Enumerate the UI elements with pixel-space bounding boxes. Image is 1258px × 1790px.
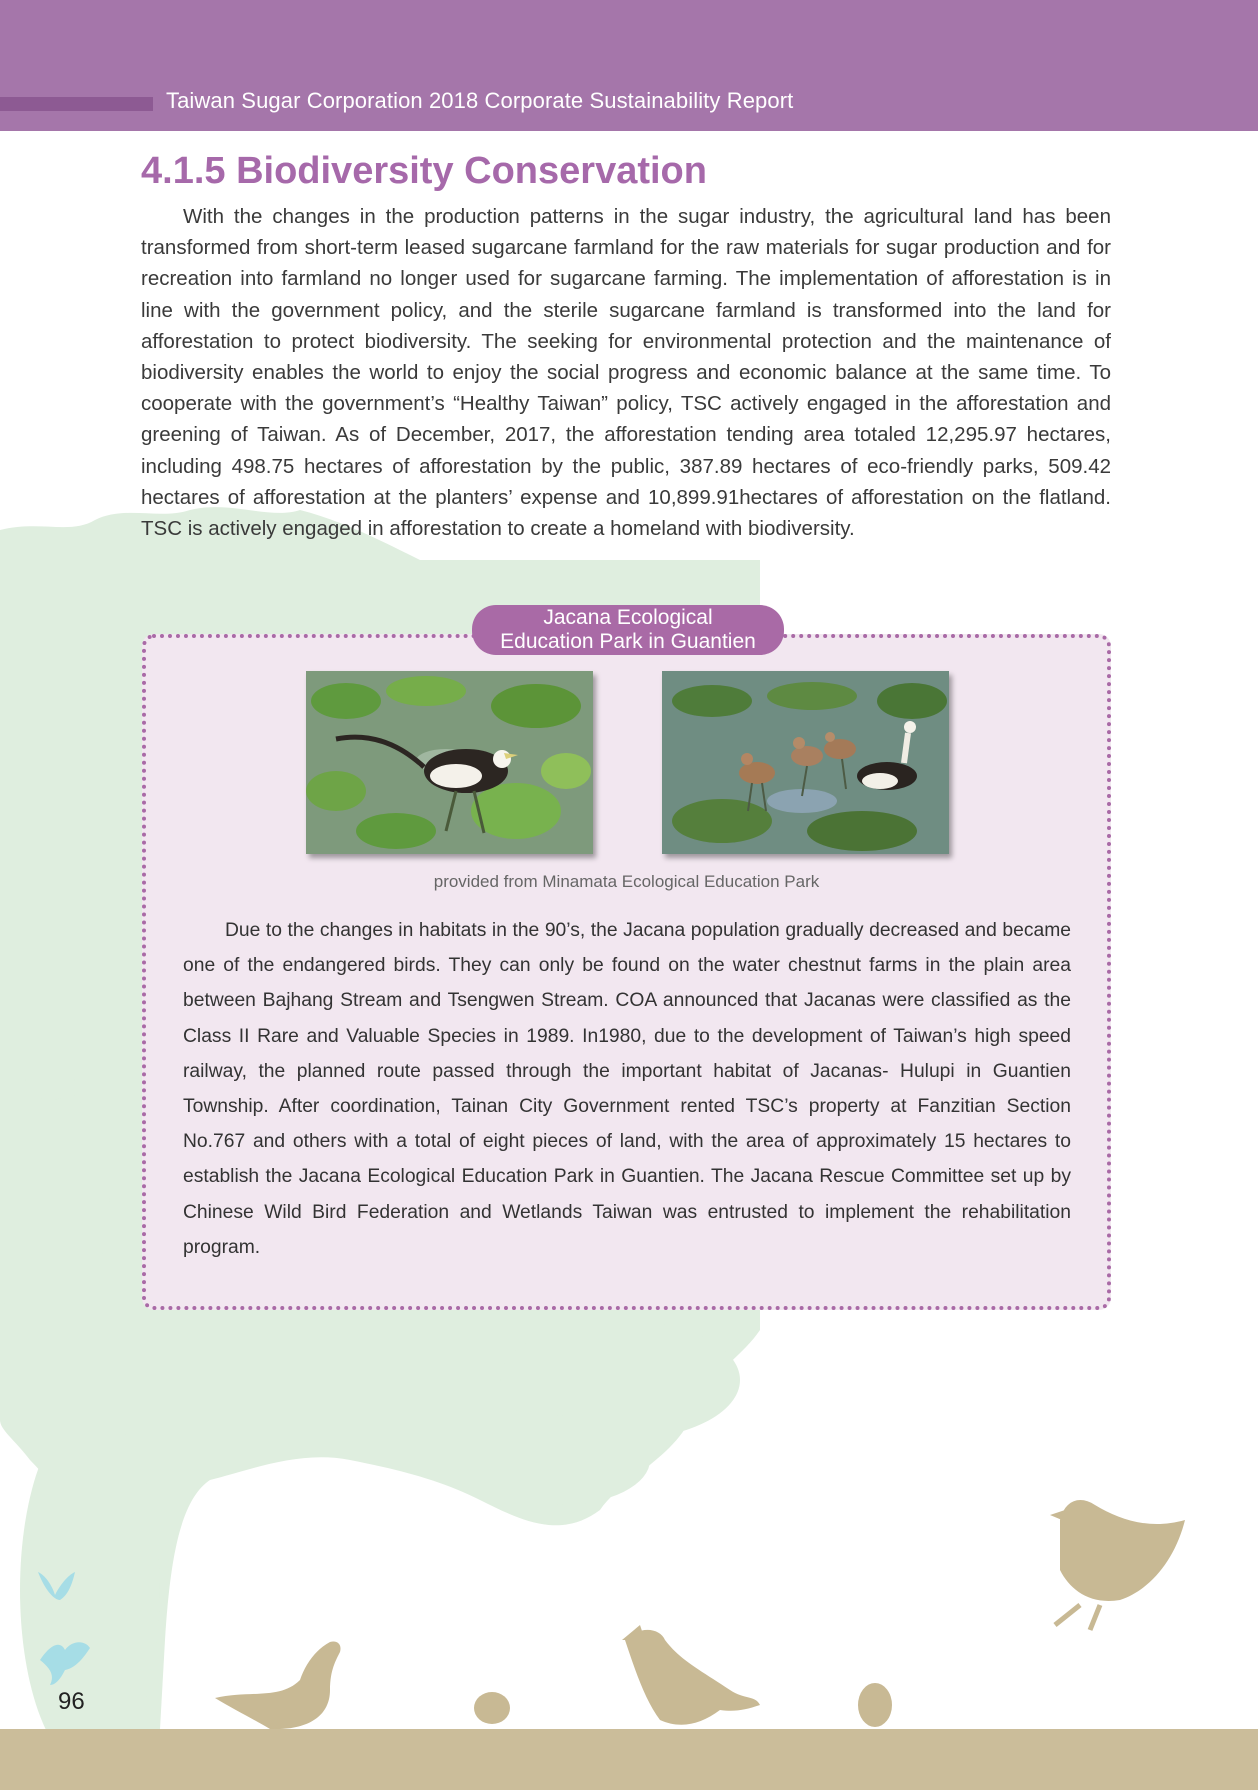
jacana-photo-1 (306, 671, 593, 854)
footer-bar (0, 1729, 1258, 1790)
section-title: 4.1.5 Biodiversity Conservation (141, 150, 707, 192)
callout-body: Due to the changes in habitats in the 90’s, the Jacana population gradually decreased and became one of the endangered birds. They can only be found on the water chestnut farms in the plain area between Bajhang Stream and Tsengwen Stream. COA announced that Jacanas were classified as the Class II Rare and Valuable Species in 1989. In1980, due to the development of Taiwan’s high speed railway, the planned route passed through the important habitat of Jacanas- Hulupi in Guantien Township. After coordination, Tainan City Government rented TSC’s property at Fanzitian Section No.767 and others with a total of eight pieces of land, with the area of approximately 15 hectares to establish the Jacana Ecological Education Park in Guantien. The Jacana Rescue Committee set up by Chinese Wild Bird Federation and Wetlands Taiwan was entrusted to implement the rehabilitation program. (183, 920, 1071, 1258)
header-accent-bar (0, 97, 153, 111)
callout-title-tab (472, 605, 784, 655)
intro-paragraph: With the changes in the production patterns in the sugar industry, the agricultural land has been transformed from short-term leased sugarcane farmland for the raw materials for sugar production and for recreation into farmland no longer used for sugarcane farming. The implementation of afforestation is in line with the government policy, and the sterile sugarcane farmland is transformed into the land for afforestation to protect biodiversity. The seeking for environmental protection and the maintenance of biodiversity enables the world to enjoy the social progress and economic balance at the same time. To cooperate with the government’s “Healthy Taiwan” policy, TSC actively engaged in the afforestation and greening of Taiwan. As of December, 2017, the afforestation tending area totaled 12,295.97 hectares, including 498.75 hectares of afforestation by the public, 387.89 hectares of eco-friendly parks, 509.42 hectares of afforestation at the planters’ expense and 10,899.91hectares of afforestation on the flatland. TSC is actively engaged in afforestation to create a homeland with biodiversity. (141, 205, 1111, 541)
callout-title-line1: Jacana Ecological (543, 606, 713, 629)
jacana-photo-2 (662, 671, 949, 854)
report-title: Taiwan Sugar Corporation 2018 Corporate Sustainability Report (166, 88, 794, 113)
bird-silhouettes (215, 1500, 1185, 1729)
page-number: 96 (58, 1688, 85, 1715)
callout-title-line2: Education Park in Guantien (500, 630, 756, 653)
photo-caption: provided from Minamata Ecological Education Park (433, 872, 820, 891)
